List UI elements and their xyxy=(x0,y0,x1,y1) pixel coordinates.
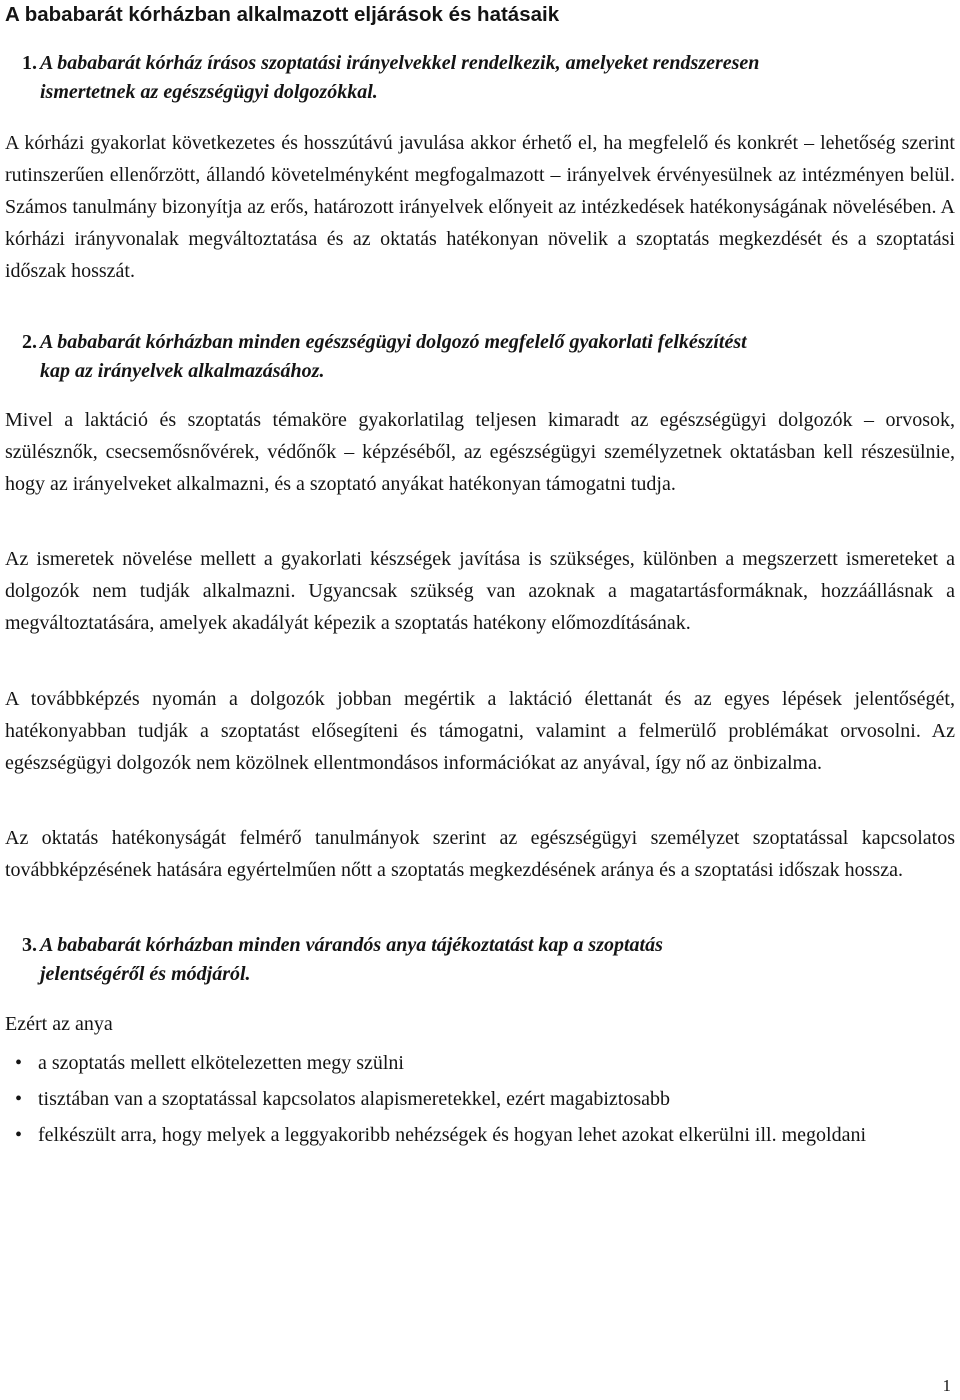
bullet-icon: • xyxy=(15,1052,23,1074)
section-2-heading xyxy=(22,328,942,386)
section-3-bullet-list xyxy=(5,1048,945,1156)
list-item-text: felkészült arra, hogy melyek a leggyakoribb nehézségek és hogyan lehet azokat elkerülni ill. megoldani xyxy=(38,1124,867,1146)
section-2-paragraph-4: Az oktatás hatékonyságát felmérő tanulmányok szerint az egészségügyi személyzet szoptatással kapcsolatos továbbképzésének hatására egyértelműen nőtt a szoptatás megkezdésének aránya és a szoptatási időszak hossza. xyxy=(5,827,955,881)
section-2-number: 2. xyxy=(22,331,37,353)
list-item-text: tisztában van a szoptatással kapcsolatos alapismeretekkel, ezért magabiztosabb xyxy=(38,1088,670,1110)
section-1-paragraph-1: A kórházi gyakorlat következetes és hosszútávú javulása akkor érhető el, ha megfelelő és konkrét – lehetőség szerint rutinszerűen ellenőrzött, állandó követelményként megfogalmazott – irányelvek érvényesülnek az intézményen belül. Számos tanulmány bizonyítja az erős, határozott irányelvek előnyeit az intézkedések hatékonyságának növelésében. A kórházi irányvonalak megváltoztatása és az oktatás hatékonyan növelik a szoptatás megkezdését és a szoptatási időszak hosszát. xyxy=(5,132,955,282)
section-1-heading-line2: ismertetnek az egészségügyi dolgozókkal. xyxy=(40,81,378,103)
section-1-heading xyxy=(22,49,942,107)
section-3-number: 3. xyxy=(22,934,37,956)
page-number: 1 xyxy=(942,1376,951,1395)
list-item-text: a szoptatás mellett elkötelezetten megy szülni xyxy=(38,1052,404,1074)
list-item xyxy=(5,1048,945,1078)
section-1-number: 1. xyxy=(22,52,37,74)
list-item xyxy=(5,1120,945,1150)
section-2-heading-line2: kap az irányelvek alkalmazásához. xyxy=(40,360,325,382)
section-2-paragraph-3: A továbbképzés nyomán a dolgozók jobban megértik a laktáció élettanát és az egyes lépések jelentőségét, hatékonyabban tudják a szoptatást elősegíteni és támogatni, valamint a felmerülő problémákat orvosolni. Az egészségügyi dolgozók nem közölnek ellentmondásos információkat az anyával, így nő az önbizalma. xyxy=(5,688,955,774)
document-title: A bababarát kórházban alkalmazott eljárások és hatásaik xyxy=(5,3,560,26)
section-1-heading-line1: A bababarát kórház írásos szoptatási irányelvekkel rendelkezik, amelyeket rendszeresen xyxy=(40,52,760,74)
section-2-heading-line1: A bababarát kórházban minden egészségügyi dolgozó megfelelő gyakorlati felkészítést xyxy=(40,331,747,353)
list-item xyxy=(5,1084,945,1114)
bullet-icon: • xyxy=(15,1088,23,1110)
section-3-intro: Ezért az anya xyxy=(5,1013,113,1035)
bullet-icon: • xyxy=(15,1124,23,1146)
section-3-heading xyxy=(22,931,942,989)
section-2-paragraph-1: Mivel a laktáció és szoptatás témaköre gyakorlatilag teljesen kimaradt az egészségügyi dolgozók – orvosok, szülésznők, csecsemősnővérek, védőnők – képzéséből, az egészségügyi személyzetnek oktatásban kell részesülnie, hogy az irányelveket alkalmazni, és a szoptató anyákat hatékonyan támogatni tudja. xyxy=(5,409,955,495)
section-3-heading-line2: jelentségéről és módjáról. xyxy=(40,963,251,985)
section-3-heading-line1: A bababarát kórházban minden várandós anya tájékoztatást kap a szoptatás xyxy=(40,934,663,956)
section-2-paragraph-2: Az ismeretek növelése mellett a gyakorlati készségek javítása is szükséges, különben a megszerzett ismereteket a dolgozók nem tudják alkalmazni. Ugyancsak szükség van azoknak a magatartásformáknak, hozzáállásnak a megváltoztatására, amelyek akadályát képezik a szoptatás hatékony előmozdításának. xyxy=(5,548,955,634)
